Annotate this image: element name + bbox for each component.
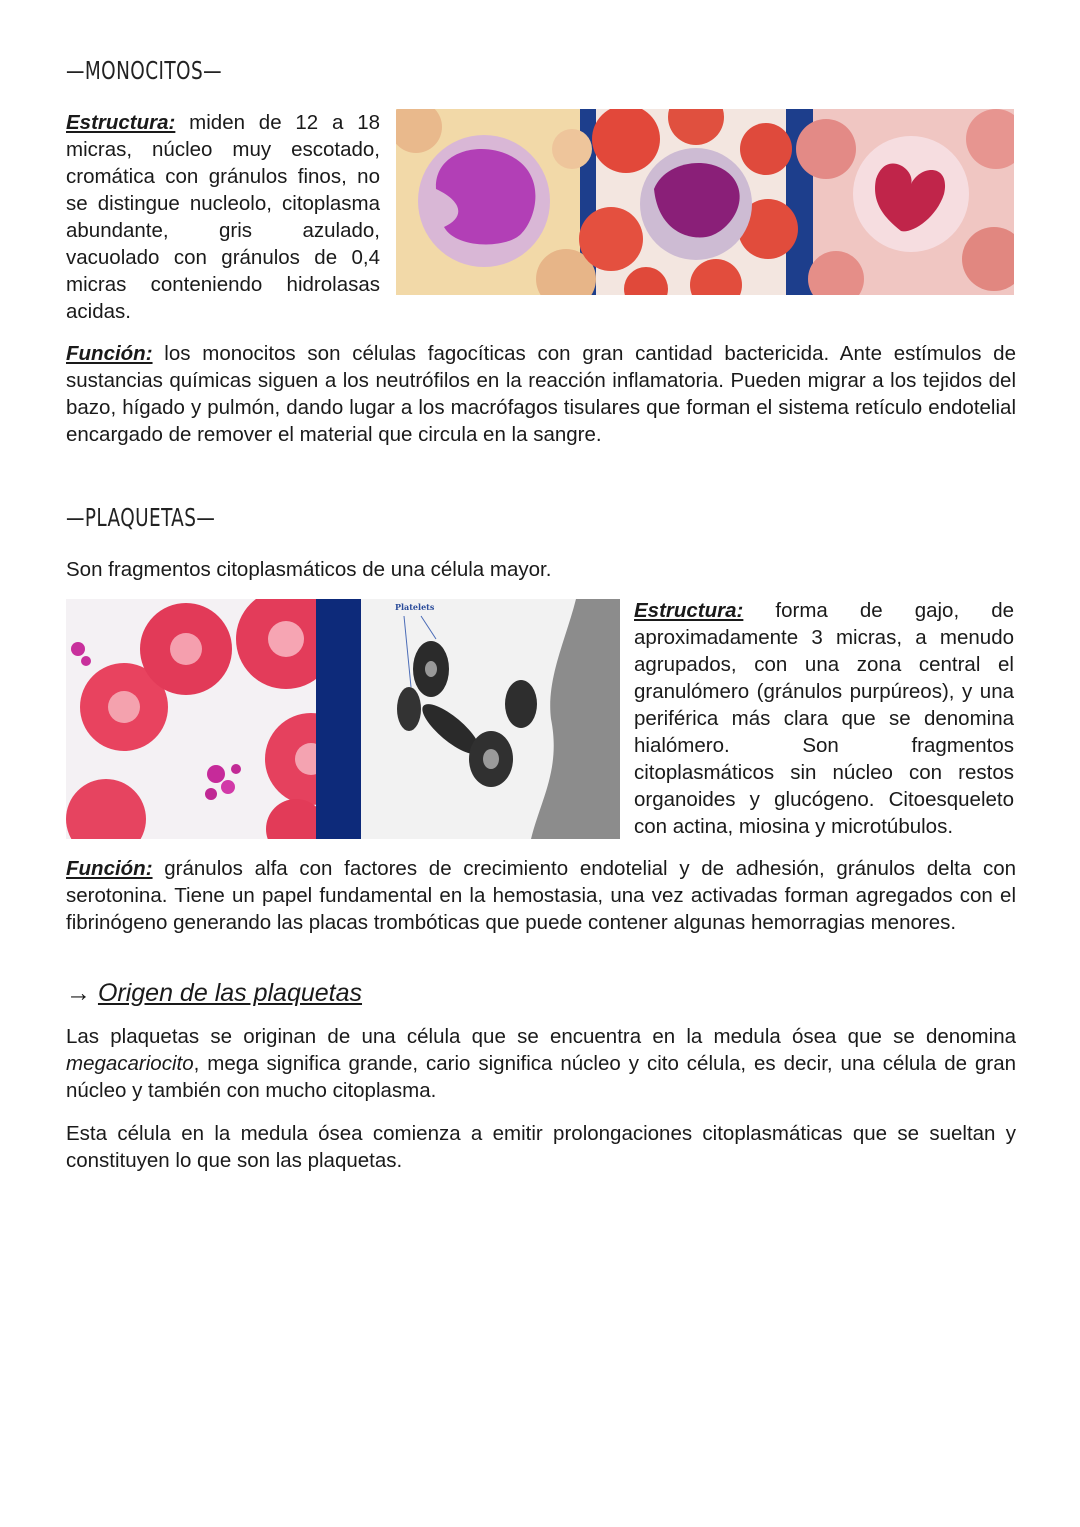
origen-paragraph-2: Esta célula en la medula ósea comienza a emitir prolongaciones citoplasmáticas que se sueltan y constituyen lo que son las plaquetas. <box>66 1122 1016 1172</box>
monocitos-funcion-paragraph <box>66 340 1016 448</box>
monocyte-micrographs <box>396 109 1014 295</box>
monocyte-micrograph-strip <box>396 109 1014 295</box>
funcion-label: Función: <box>66 857 153 880</box>
megacariocito-term: megacariocito <box>66 1052 194 1075</box>
platelet-em-drawing <box>361 599 620 839</box>
funcion-text: gránulos alfa con factores de crecimiento endotelial y de adhesión, gránulos delta con serotonina. Tiene un papel fundamental en la hemostasia, una vez activadas forman agregados con el fibrinógeno generando las placas trombóticas que puede contener algunas hemorragias menores. <box>66 857 1016 934</box>
estructura-text: forma de gajo, de aproximadamente 3 micras, a menudo agrupados, con una zona central el granulómero (gránulos purpúreos), y una periférica más clara que se denomina hialómero. Son fragmentos citoplasmáticos sin núcleo con restos organoides y glucógeno. Citoesqueleto con actina, miosina y microtúbulos. <box>634 599 1014 838</box>
platelets-caption: Platelets <box>395 602 435 612</box>
section-title-monocitos: —MONOCITOS— <box>66 56 222 85</box>
platelet-electron-micrograph <box>361 599 620 839</box>
estructura-text: miden de 12 a 18 micras, núcleo muy escotado, cromática con gránulos finos, no se distingue nucleolo, citoplasma abundante, gris azulado, vacuolado con gránulos de 0,4 micras conteniendo hidrolasas acidas. <box>66 111 380 323</box>
funcion-label: Función: <box>66 342 153 365</box>
origen-p1-text-b: , mega significa grande, cario significa núcleo y cito célula, es decir, una célula de gran núcleo y también con mucho citoplasma. <box>66 1052 1016 1102</box>
platelet-smear-drawing <box>66 599 361 839</box>
origen-p1-text-a: Las plaquetas se originan de una célula que se encuentra en la medula ósea que se denomina <box>66 1025 1016 1048</box>
origen-paragraph-1 <box>66 1023 1016 1104</box>
origen-heading: Origen de las plaquetas <box>97 979 363 1007</box>
origen-heading-line <box>66 977 1016 1009</box>
arrow-icon: → <box>66 979 98 1007</box>
plaquetas-intro: Son fragmentos citoplasmáticos de una célula mayor. <box>66 558 552 581</box>
section-title-plaquetas: —PLAQUETAS— <box>66 503 216 532</box>
plaquetas-funcion-paragraph <box>66 855 1016 936</box>
estructura-label: Estructura: <box>66 111 176 134</box>
funcion-text: los monocitos son células fagocíticas con gran cantidad bactericida. Ante estímulos de sustancias químicas siguen a los neutrófilos en la reacción inflamatoria. Pueden migrar a los tejidos del bazo, hígado y pulmón, dando lugar a los macrófagos tisulares que forman el sistema retículo endotelial encargado de remover el material que circula en la sangre. <box>66 342 1016 446</box>
platelet-smear-image <box>66 599 361 839</box>
plaquetas-estructura-paragraph <box>634 597 1014 840</box>
estructura-label: Estructura: <box>634 599 744 622</box>
monocitos-estructura-paragraph <box>66 109 380 325</box>
